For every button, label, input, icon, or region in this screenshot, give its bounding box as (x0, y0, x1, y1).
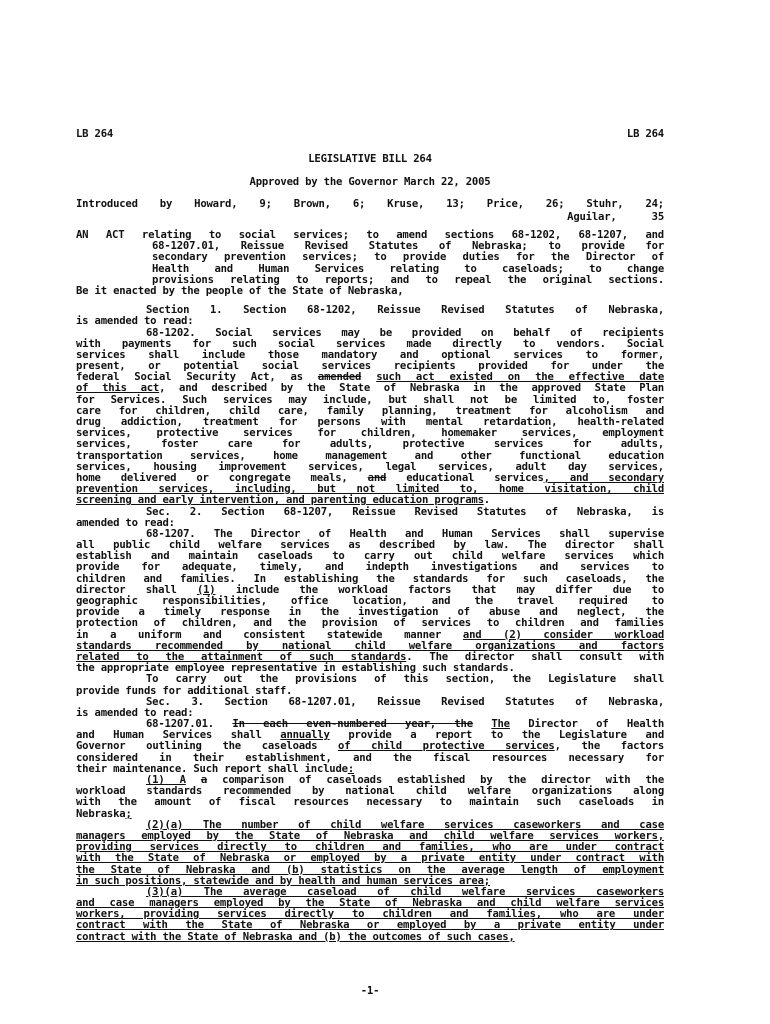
inserted-text: related to the attainment of such standards (76, 650, 407, 663)
text-run: Governor outlining the caseloads (76, 740, 339, 753)
text-run: AN ACT relating to social services; to amend sections 68-1202, 68-1207, and (76, 229, 664, 241)
inserted-text: contract with the State of Nebraska and (b) the outcomes of such cases, (76, 930, 515, 943)
introduced-line-2: Aguilar, 35 (76, 211, 664, 223)
text-line (76, 797, 664, 808)
text-run: care for children, child care, family planning, treatment for alcoholism and (76, 404, 664, 417)
introduced-line-1: Introduced by Howard, 9; Brown, 6; Kruse, 13; Price, 26; Stuhr, 24; (76, 198, 664, 210)
page-number: -1- (360, 985, 380, 997)
text-run: transportation services, home management and other functional education (76, 449, 664, 462)
text-run (186, 774, 201, 786)
text-run: with the amount of fiscal resources necessary to maintain such caseloads in (76, 796, 664, 809)
text-run: Nebraska (76, 807, 126, 820)
inserted-text: (1) (196, 583, 216, 596)
bill-body (76, 230, 664, 943)
text-run: for Services. Such services may include, but shall not be limited to, foster (76, 393, 664, 406)
text-line (76, 932, 664, 943)
text-run: all public child welfare services as described by law. The director shall (76, 539, 664, 552)
text-run: 68-1207. The Director of Health and Human Services shall supervise (146, 527, 664, 540)
running-header (76, 128, 664, 141)
text-run: their maintenance. Such report shall include (76, 762, 348, 775)
text-run: Sec. 2. Section 68-1207, Reissue Revised Statutes of Nebraska, is (146, 505, 664, 518)
text-run: services, foster care for adults, protective services for adults, (76, 438, 664, 451)
inserted-text: , and secondary (543, 471, 664, 484)
text-run: drug addiction, treatment for persons with mental retardation, health-related (76, 416, 664, 428)
struck-text: In each even-numbered year, the (232, 718, 473, 731)
text-run: secondary prevention services; to provide duties for the Director of (152, 251, 664, 264)
text-run: , the factors (554, 740, 664, 753)
text-run: director shall (76, 583, 197, 596)
text-run: establish and maintain caseloads to carry out child welfare services which (76, 550, 664, 563)
text-run: provide for adequate, timely, and indepth investigations and services to (76, 561, 664, 574)
text-run: is amended to read: (76, 315, 194, 328)
bill-title: LEGISLATIVE BILL 264 (308, 153, 432, 165)
text-run (361, 371, 376, 383)
inserted-text: (3)(a) The average caseload of child welfare services caseworkers (146, 885, 664, 898)
text-run: educational services (386, 471, 544, 484)
inserted-text: the State of Nebraska and (b) statistics on the average length of employment (76, 863, 664, 876)
inserted-text: and (2) consider workload (462, 628, 664, 641)
struck-text: amended (317, 371, 362, 384)
text-run: , and described by the State of Nebraska in the approved State Plan (159, 382, 664, 395)
inserted-text: annually (280, 729, 330, 742)
text-run: with payments for such social services made directly to vendors. Social (76, 337, 664, 350)
inserted-text: such act existed on the effective date (376, 371, 664, 384)
struck-text: a (200, 774, 208, 786)
text-run: Sec. 3. Section 68-1207.01, Reissue Revised Statutes of Nebraska, (146, 695, 664, 708)
text-run: Be it enacted by the people of the State of Nebraska, (76, 284, 404, 297)
header-right: LB 264 (626, 128, 664, 140)
text-run: federal Social Security Act, as (76, 371, 318, 384)
text-run: services shall include those mandatory and optional services to former, (76, 348, 664, 361)
text-run: Section 1. Section 68-1202, Reissue Revised Statutes of Nebraska, (146, 304, 664, 317)
inserted-text: of child protective services (338, 740, 555, 753)
text-run: . The director shall consult with (406, 650, 665, 663)
text-run: 68-1207.01, Reissue Revised Statutes of Nebraska; to provide for (152, 240, 664, 253)
text-run: in a uniform and consistent statewide manner (76, 628, 463, 641)
header-left: LB 264 (76, 128, 114, 140)
inserted-text: standards recommended by national child welfare organizations and factors (76, 639, 664, 652)
text-run: the appropriate employee representative in establishing such standards. (76, 662, 515, 675)
text-run: protection of children, and the provision of services to children and families (76, 617, 664, 630)
inserted-text: (2)(a) The number of child welfare services caseworkers and case (146, 818, 664, 831)
text-run: services, protective services for children, homemaker services, employment (76, 427, 664, 440)
inserted-text: contract with the State of Nebraska or employed by a private entity under (76, 919, 664, 932)
text-run: services, housing improvement services, legal services, adult day services, (76, 460, 664, 473)
text-line (76, 286, 664, 297)
inserted-text: The (491, 718, 510, 731)
inserted-text: prevention services, including, but not limited to, home visitation, child (76, 483, 664, 496)
inserted-text: and case managers employed by the State of Nebraska and child welfare services (76, 897, 664, 910)
struck-text: and (367, 471, 387, 484)
approval-line: Approved by the Governor March 22, 2005 (249, 176, 491, 188)
inserted-text: ; (125, 807, 132, 820)
inserted-text: of this act (76, 382, 160, 395)
text-run: . (483, 494, 490, 507)
text-run: 68-1207.01. (146, 718, 233, 731)
text-run: provide a report to the Legislature and (329, 729, 664, 742)
text-run: comparison of caseloads established by the director with the (207, 774, 664, 786)
text-run: include the workload factors that may differ due to (215, 583, 664, 596)
text-run: Health and Human Services relating to caseloads; to change (152, 262, 664, 275)
text-run: children and families. In establishing the standards for such caseloads, the (76, 572, 664, 585)
text-run: 68-1202. Social services may be provided on behalf of recipients (146, 326, 664, 339)
inserted-text: with the State of Nebraska or employed by a private entity under contract with (76, 852, 664, 865)
introduced-by (76, 198, 664, 224)
inserted-text: in such positions, statewide and by health and human services area; (76, 874, 490, 887)
inserted-text: workers, providing services directly to children and families, who are under (76, 908, 664, 921)
inserted-text: managers employed by the State of Nebraska and child welfare services workers, (76, 829, 664, 842)
text-run: Director of Health (509, 718, 664, 731)
text-run: To carry out the provisions of this section, the Legislature shall (146, 673, 664, 686)
text-run: is amended to read: (76, 706, 194, 719)
text-run: workload standards recommended by national child welfare organizations along (76, 785, 664, 798)
text-run: and Human Services shall (76, 729, 281, 742)
text-run: geographic responsibilities, office location, and the travel required to (76, 595, 664, 607)
text-run: amended to read: (76, 516, 175, 529)
inserted-text: : (347, 762, 355, 775)
text-run (473, 718, 491, 730)
inserted-text: screening and early intervention, and parenting education programs (76, 494, 484, 507)
inserted-text: providing services directly to children and families, who are under contract (76, 841, 664, 854)
text-run: considered in their establishment, and the fiscal resources necessary for (76, 751, 664, 764)
text-run: present, or potential social services recipients provided for under the (76, 360, 664, 373)
text-run: provide a timely response in the investigation of abuse and neglect, the (76, 606, 664, 619)
text-run: provide funds for additional staff. (76, 684, 293, 697)
text-run: provisions relating to reports; and to repeal the original sections. (152, 273, 664, 286)
inserted-text: (1) A (146, 774, 186, 786)
text-run: home delivered or congregate meals, (76, 471, 368, 484)
